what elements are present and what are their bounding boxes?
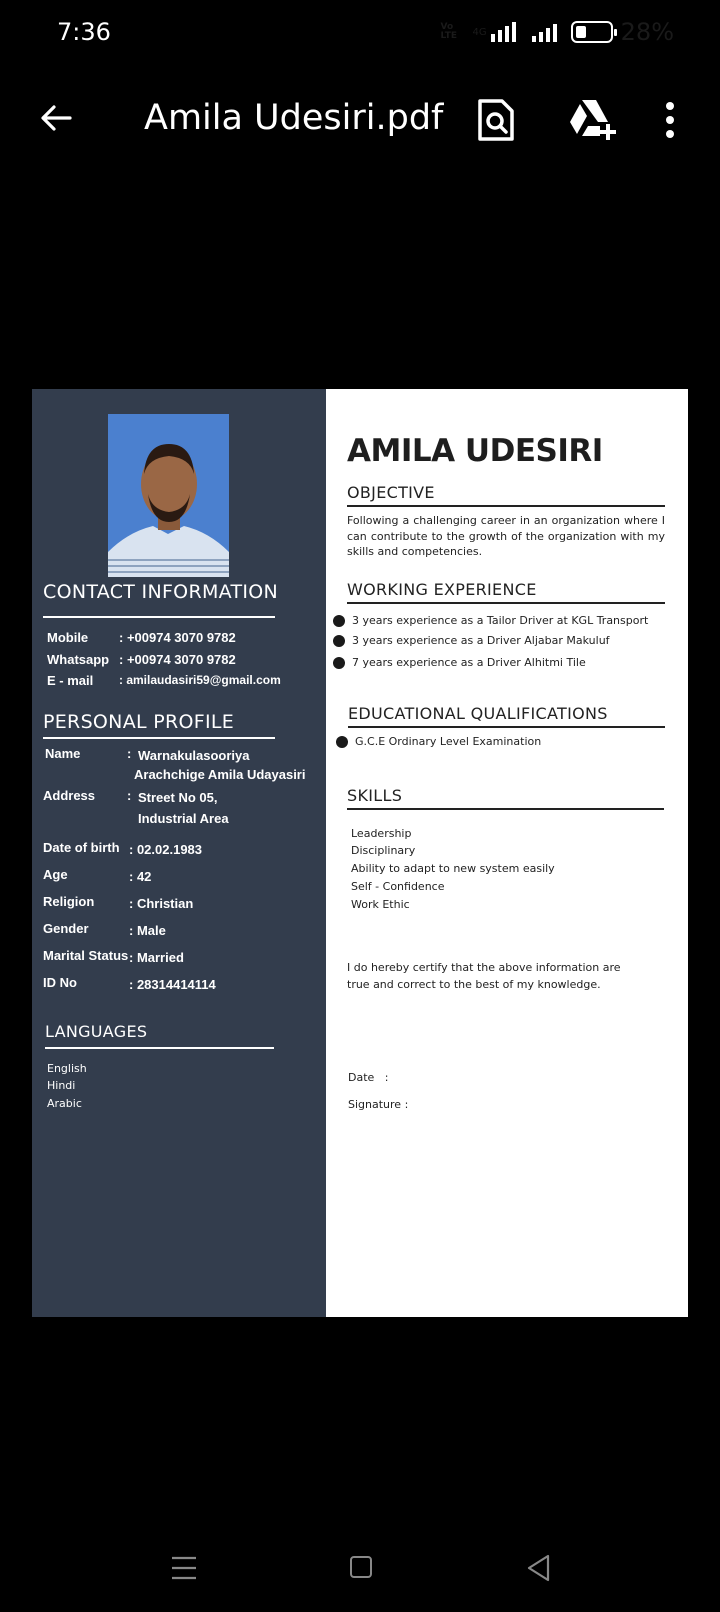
profile-row-id <box>43 975 216 994</box>
skill-item: Leadership <box>351 827 412 840</box>
profile-colon: : <box>127 746 132 761</box>
skill-item: Self - Confidence <box>351 880 445 893</box>
battery-percent: 28% <box>620 18 674 46</box>
language-item: English <box>47 1062 87 1075</box>
more-vert-icon[interactable] <box>662 100 678 140</box>
signature-label: Signature : <box>348 1098 409 1111</box>
date-label: Date : <box>348 1071 389 1084</box>
education-rule <box>348 726 665 728</box>
resume-name: AMILA UDESIRI <box>347 433 603 469</box>
experience-item <box>333 656 586 669</box>
app-bar <box>0 80 720 160</box>
experience-heading: WORKING EXPERIENCE <box>347 580 537 599</box>
languages-heading: LANGUAGES <box>45 1022 148 1041</box>
status-icons <box>441 18 674 46</box>
profile-row-religion <box>43 894 193 913</box>
bullet-icon <box>333 657 345 669</box>
resume-main <box>326 389 688 1317</box>
skills-rule <box>347 808 664 810</box>
profile-value: : 42 <box>129 869 152 884</box>
profile-row-dob <box>43 840 202 859</box>
objective-text: Following a challenging career in an organization where I can contribute to the growth of the organization with my skills and competencies. <box>347 514 665 558</box>
contact-value[interactable]: : amilaudasiri59@gmail.com <box>119 673 281 687</box>
profile-photo <box>108 414 229 577</box>
education-text: G.C.E Ordinary Level Examination <box>355 735 542 748</box>
profile-label: Age <box>43 867 68 882</box>
skill-item: Disciplinary <box>351 844 416 857</box>
profile-row-gender <box>43 921 166 940</box>
pdf-page[interactable] <box>32 389 688 1317</box>
profile-value: Street No 05, <box>138 790 218 805</box>
skill-item: Ability to adapt to new system easily <box>351 862 555 875</box>
contact-heading: CONTACT INFORMATION <box>43 581 279 603</box>
home-icon[interactable] <box>350 1556 372 1578</box>
declaration-line: true and correct to the best of my knowledge. <box>347 978 601 991</box>
objective-heading: OBJECTIVE <box>347 483 435 502</box>
signal-strength-icon <box>491 22 516 42</box>
declaration-line: I do hereby certify that the above information are <box>347 961 621 974</box>
profile-label: Gender <box>43 921 89 936</box>
volte-indicator: Vo LTE <box>440 22 458 41</box>
profile-value: : 28314414114 <box>129 977 216 992</box>
profile-row-marital-status <box>43 948 184 967</box>
contact-row-email <box>47 673 281 688</box>
education-heading: EDUCATIONAL QUALIFICATIONS <box>348 704 608 723</box>
back-arrow-icon[interactable] <box>38 100 74 136</box>
education-item <box>336 735 541 748</box>
language-item: Arabic <box>47 1097 82 1110</box>
contact-heading-rule <box>43 616 275 618</box>
profile-value: Warnakulasooriya <box>138 748 250 763</box>
nav-back-icon[interactable] <box>526 1554 550 1582</box>
profile-heading-rule <box>43 737 275 739</box>
profile-value-line2: Arachchige Amila Udayasiri <box>134 767 306 782</box>
bullet-icon <box>333 615 345 627</box>
contact-value: : +00974 3070 9782 <box>119 630 236 645</box>
profile-value-line2: Industrial Area <box>138 811 229 826</box>
profile-value: : Married <box>129 950 184 965</box>
profile-label: Religion <box>43 894 95 909</box>
languages-heading-rule <box>45 1047 274 1049</box>
experience-text: 3 years experience as a Driver Aljabar Makuluf <box>352 634 610 647</box>
experience-item <box>333 614 648 627</box>
profile-label: Marital Status <box>43 948 129 963</box>
experience-rule <box>347 602 665 604</box>
objective-rule <box>347 505 665 507</box>
experience-item <box>333 634 610 647</box>
status-bar <box>0 0 720 64</box>
profile-colon: : <box>127 788 132 803</box>
system-navigation-bar <box>0 1540 720 1612</box>
contact-label: Whatsapp <box>47 652 110 667</box>
contact-row-mobile <box>47 630 236 645</box>
battery-icon <box>571 21 613 43</box>
profile-label: ID No <box>43 975 77 990</box>
bullet-icon <box>336 736 348 748</box>
declaration-text <box>347 959 621 993</box>
profile-row-age <box>43 867 151 886</box>
resume-sidebar <box>32 389 326 1317</box>
contact-label: Mobile <box>47 630 89 645</box>
signal-strength-2-icon <box>532 22 557 42</box>
document-title: Amila Udesiri.pdf <box>144 98 444 138</box>
profile-heading: PERSONAL PROFILE <box>43 711 235 733</box>
skills-heading: SKILLS <box>347 786 403 805</box>
search-document-icon[interactable] <box>476 98 516 142</box>
language-item: Hindi <box>47 1079 76 1092</box>
contact-label: E - mail <box>47 673 94 688</box>
bullet-icon <box>333 635 345 647</box>
profile-label: Date of birth <box>43 840 120 855</box>
network-type: 4G <box>472 26 487 38</box>
profile-label: Address <box>43 788 96 803</box>
contact-row-whatsapp <box>47 652 236 667</box>
status-time: 7:36 <box>57 18 111 46</box>
profile-row-address <box>43 788 229 828</box>
skill-item: Work Ethic <box>351 898 410 911</box>
profile-value: : Christian <box>129 896 194 911</box>
profile-row-name <box>45 746 305 784</box>
recent-apps-icon[interactable] <box>171 1556 197 1580</box>
contact-value: : +00974 3070 9782 <box>119 652 236 667</box>
drive-add-icon[interactable] <box>568 98 616 142</box>
profile-value: : Male <box>129 923 166 938</box>
profile-value: : 02.02.1983 <box>129 842 203 857</box>
profile-label: Name <box>45 746 81 761</box>
experience-text: 7 years experience as a Driver Alhitmi Tile <box>352 656 586 669</box>
experience-text: 3 years experience as a Tailor Driver at KGL Transport <box>352 614 649 627</box>
